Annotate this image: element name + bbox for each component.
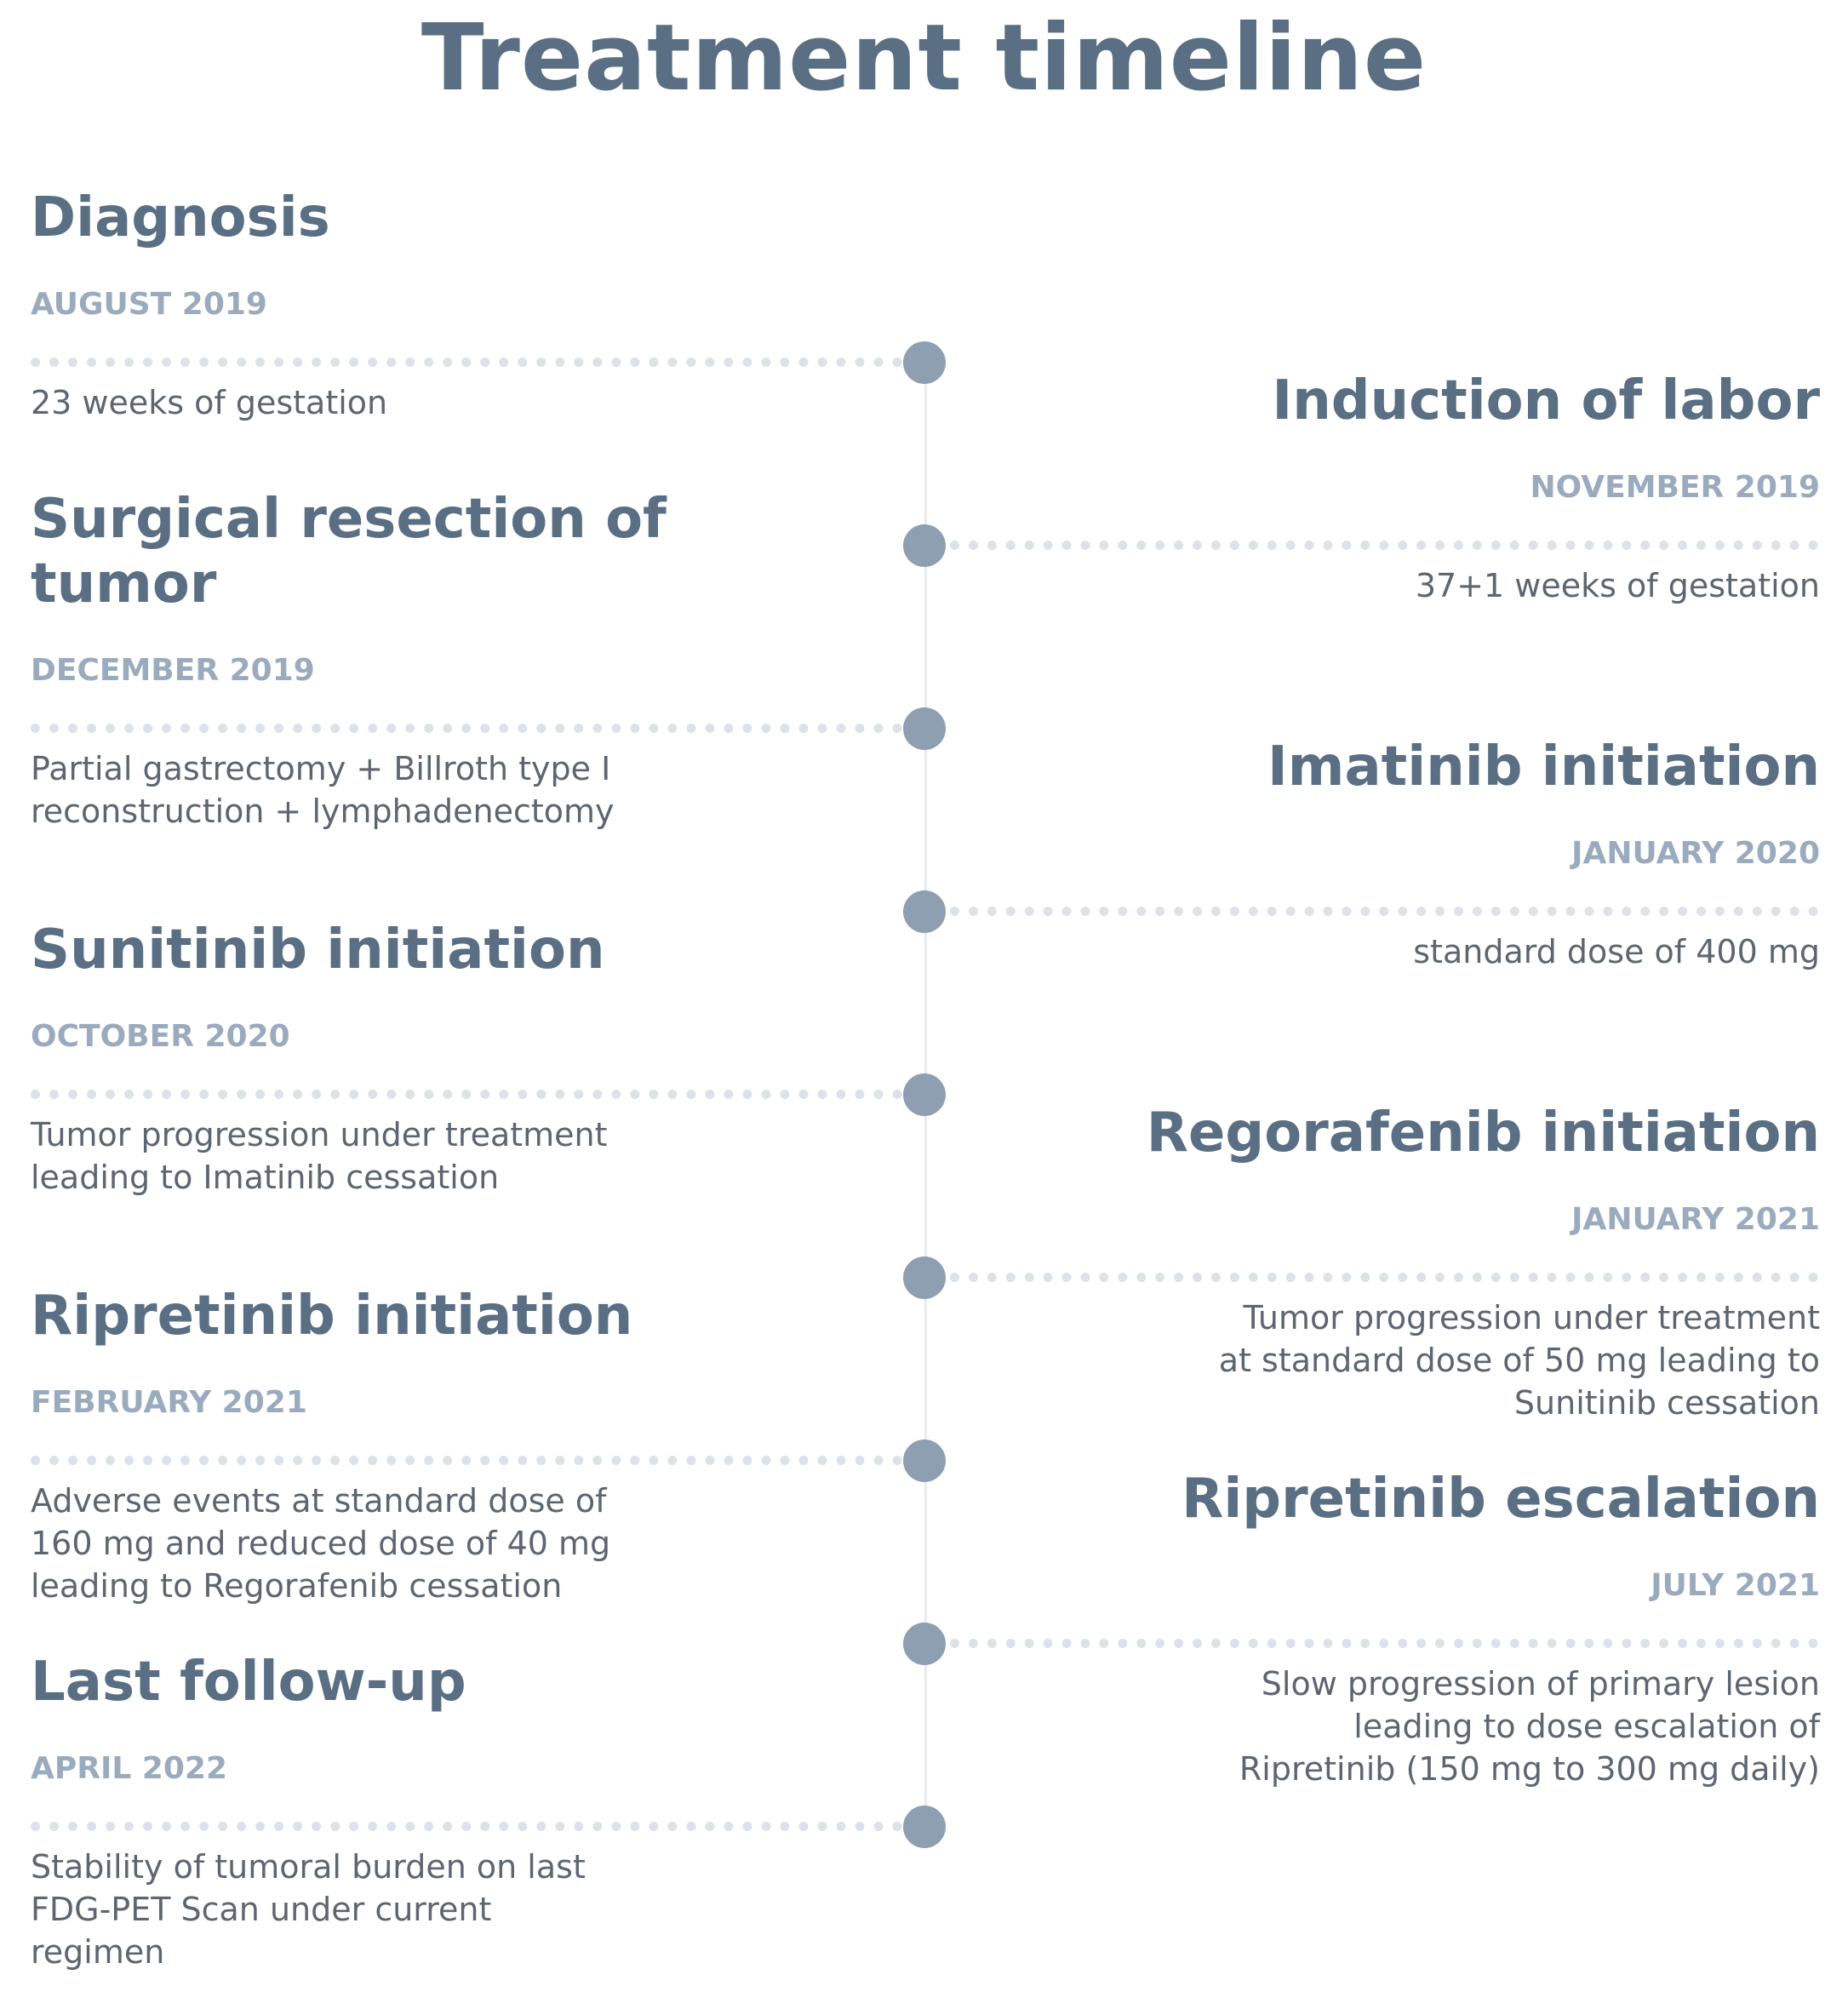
event-title: Induction of labor — [1272, 369, 1820, 432]
event-description: 23 weeks of gestation — [31, 384, 388, 421]
event-date: OCTOBER 2020 — [31, 1019, 290, 1054]
event-description: Partial gastrectomy + Billroth type I reconstruction + lymphadenectomy — [31, 750, 615, 830]
event-connector — [31, 1090, 902, 1099]
timeline-event-sunitinib-initiation — [31, 918, 950, 1199]
timeline-event-imatinib-initiation — [901, 735, 1820, 973]
event-date: JANUARY 2021 — [1571, 1202, 1820, 1237]
timeline-event-ripretinib-initiation — [31, 1284, 950, 1607]
event-title: Sunitinib initiation — [31, 919, 605, 982]
event-description: Tumor progression under treatment leading to Imatinib cessation — [31, 1116, 608, 1196]
event-description: 37+1 weeks of gestation — [1415, 567, 1820, 604]
timeline-event-induction-of-labor — [901, 369, 1820, 607]
timeline-event-diagnosis — [31, 186, 950, 424]
event-connector — [31, 724, 902, 733]
event-connector — [950, 1639, 1818, 1648]
event-date: APRIL 2022 — [31, 1751, 228, 1786]
event-description: Slow progression of primary lesion leading to dose escalation of Ripretinib (150 mg to 300 mg daily) — [1239, 1665, 1820, 1788]
event-connector — [950, 541, 1818, 550]
event-connector — [31, 1456, 902, 1465]
event-description: Tumor progression under treatment at standard dose of 50 mg leading to Sunitinib cessation — [1218, 1299, 1820, 1422]
event-description: Adverse events at standard dose of 160 mg and reduced dose of 40 mg leading to Regorafenib cessation — [31, 1482, 611, 1605]
event-title: Ripretinib escalation — [1181, 1468, 1820, 1531]
event-connector — [31, 358, 902, 367]
event-title: Ripretinib initiation — [31, 1285, 633, 1348]
event-date: JANUARY 2020 — [1571, 836, 1820, 871]
event-title: Diagnosis — [31, 186, 330, 249]
event-description: Stability of tumoral burden on last FDG-PET Scan under current regimen — [31, 1848, 586, 1971]
event-connector — [950, 1273, 1818, 1282]
event-date: NOVEMBER 2019 — [1530, 470, 1820, 505]
event-description: standard dose of 400 mg — [1413, 933, 1820, 970]
timeline-event-surgical-resection — [31, 487, 950, 833]
timeline-node — [903, 1806, 946, 1848]
timeline-event-ripretinib-escalation — [901, 1467, 1820, 1790]
event-title: Regorafenib initiation — [1146, 1102, 1820, 1165]
event-date: FEBRUARY 2021 — [31, 1385, 307, 1420]
page-title: Treatment timeline — [421, 5, 1427, 112]
event-connector — [950, 907, 1818, 916]
event-date: DECEMBER 2019 — [31, 653, 315, 688]
event-title: Surgical resection of tumor — [31, 488, 667, 615]
event-date: JULY 2021 — [1651, 1568, 1820, 1603]
event-title: Imatinib initiation — [1267, 735, 1820, 798]
timeline-event-regorafenib-initiation — [901, 1101, 1820, 1424]
event-title: Last follow-up — [31, 1651, 466, 1714]
event-date: AUGUST 2019 — [31, 287, 267, 322]
timeline-event-last-follow-up — [31, 1650, 950, 1973]
event-connector — [31, 1822, 902, 1831]
